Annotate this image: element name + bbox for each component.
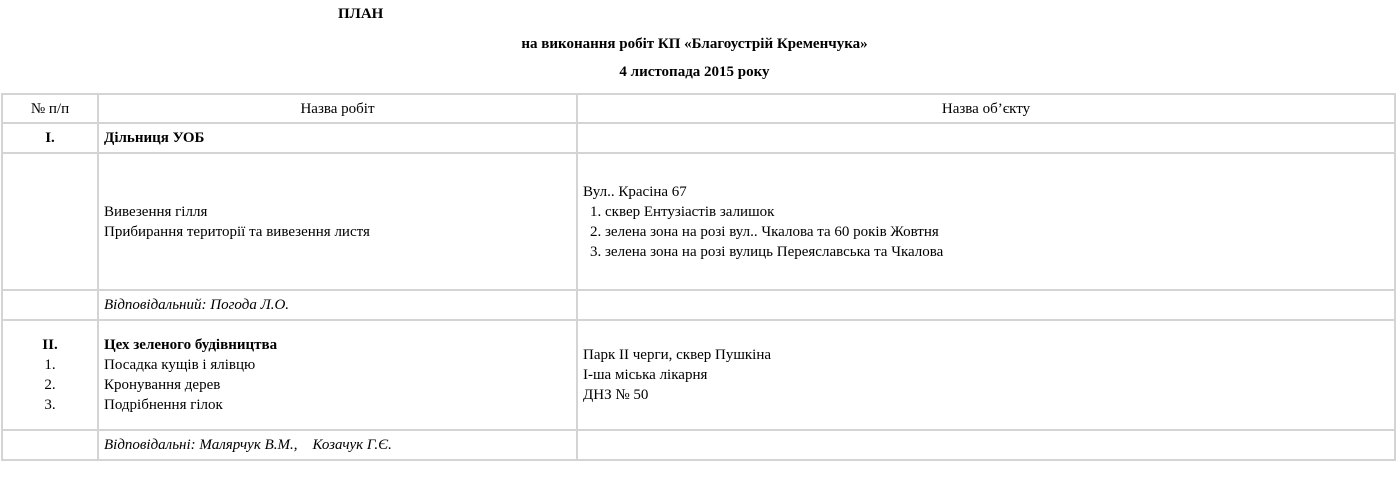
list-item: 3. зелена зона на розі вулиць Переяславська та Чкалова (605, 242, 1389, 262)
column-header-works: Назва робіт (98, 94, 577, 123)
object-cell-empty (577, 290, 1395, 320)
item-number: 2. (44, 377, 56, 393)
section-row-2 (2, 320, 1395, 430)
plan-table (1, 93, 1396, 461)
list-item: 1. сквер Ентузіастів залишок (605, 202, 1389, 222)
work-item: Подрібнення гілок (104, 397, 223, 413)
number-cell-empty (2, 153, 98, 290)
number-cell-empty (2, 290, 98, 320)
work-item: Посадка кущів і ялівцю (104, 357, 256, 373)
item-number: 3. (44, 397, 56, 413)
document-date: 4 листопада 2015 року (619, 64, 770, 80)
objects-cell-1 (577, 153, 1395, 290)
section-numbers-2 (2, 320, 98, 430)
table-header-row (2, 94, 1395, 123)
list-item: 2. зелена зона на розі вул.. Чкалова та 60 років Жовтня (605, 222, 1389, 242)
works-cell-1 (98, 153, 577, 290)
section-number-1: I. (2, 123, 98, 153)
section-name-2: Цех зеленого будівництва (104, 337, 278, 353)
responsible-row-2 (2, 430, 1395, 460)
section-number-2: II. (42, 337, 58, 353)
document-subtitle: на виконання робіт КП «Благоустрій Кременчука» (521, 36, 868, 52)
column-header-object: Назва об’єкту (577, 94, 1395, 123)
column-header-number: № п/п (2, 94, 98, 123)
object-item: ДНЗ № 50 (583, 387, 649, 403)
objects-cell-2 (577, 320, 1395, 430)
section-row-1 (2, 123, 1395, 153)
item-number: 1. (44, 357, 56, 373)
number-cell-empty (2, 430, 98, 460)
section-object-empty-1 (577, 123, 1395, 153)
object-cell-empty (577, 430, 1395, 460)
document-title: ПЛАН (338, 6, 384, 22)
object-item: І-ша міська лікарня (583, 367, 708, 383)
object-item: Парк ІІ черги, сквер Пушкіна (583, 347, 772, 363)
responsible-person-2: Відповідальні: Малярчук В.М., Козачук Г.Є. (98, 430, 577, 460)
object-heading: Вул.. Красіна 67 (583, 183, 687, 200)
responsible-row-1 (2, 290, 1395, 320)
work-item: Кронування дерев (104, 377, 221, 393)
table-row (2, 153, 1395, 290)
responsible-person-1: Відповідальний: Погода Л.О. (98, 290, 577, 320)
works-cell-2 (98, 320, 577, 430)
objects-list (583, 202, 1389, 262)
section-name-1: Дільниця УОБ (98, 123, 577, 153)
work-item: Вивезення гілля (104, 203, 208, 220)
work-item: Прибирання території та вивезення листя (104, 223, 370, 240)
